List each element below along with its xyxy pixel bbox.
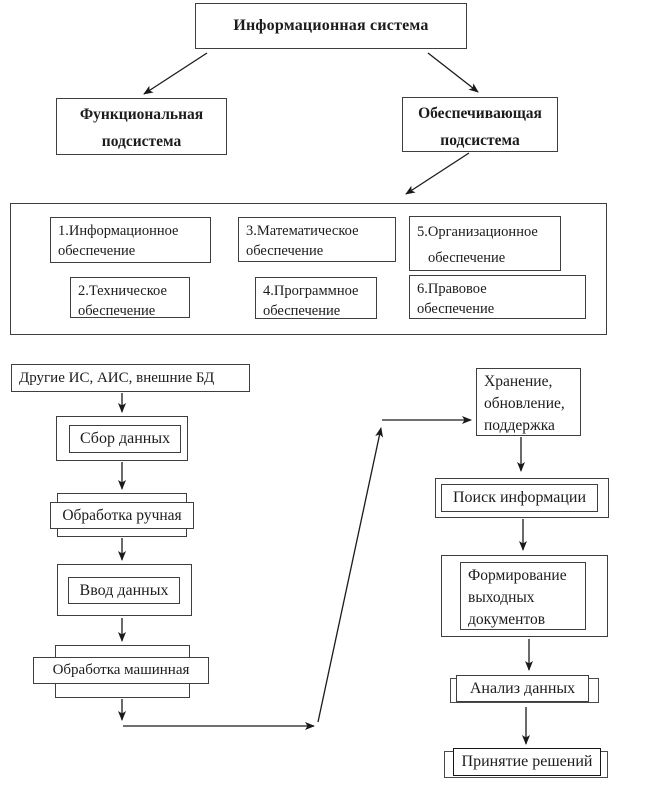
support-box-technical [70,277,190,318]
node-other-is-ais-external-db [11,364,250,392]
node-functional-subsystem [56,98,227,155]
support-legal-line1: 6.Правовое [417,281,487,297]
support-software-line2: обеспечение [263,303,341,319]
support-software-line1: 4.Программное [263,283,359,299]
support-box-legal [409,275,586,319]
support-legal-line2: обеспечение [417,301,495,317]
arrow-providing-to-container [406,153,469,194]
support-box-organizational [409,216,561,271]
functional-line2: подсистема [101,133,182,150]
storage-line2: обновление, [484,395,565,412]
support-box-information [50,217,211,263]
providing-line2: подсистема [440,132,520,149]
data-collection-label: Сбор данных [79,430,171,447]
decision-making-label: Принятие решений [461,753,593,770]
support-mathematical-line2: обеспечение [246,243,324,259]
functional-line1: Функциональная [79,106,204,123]
arrow-root-to-providing [428,53,478,92]
node-info-search [441,484,598,512]
arrow-root-to-functional [144,53,207,94]
forming-line1: Формирование [468,567,567,584]
node-manual-processing [50,502,194,529]
node-output-docs [460,562,586,630]
support-box-software [255,277,377,319]
node-data-input [68,577,180,604]
storage-line1: Хранение, [484,373,553,390]
forming-line2: выходных [468,589,535,606]
arrow-diagonal-up [318,428,381,722]
support-technical-line2: обеспечение [78,303,156,319]
storage-line3: поддержка [484,417,555,434]
support-information-line1: 1.Информационное [58,223,179,239]
providing-line1: Обеспечивающая [418,105,542,122]
data-input-label: Ввод данных [79,581,169,599]
data-analysis-label: Анализ данных [469,679,576,697]
support-information-line2: обеспечение [58,243,136,259]
machine-processing-label: Обработка машинная [52,662,190,678]
node-providing-subsystem [402,97,558,152]
node-data-analysis [456,675,589,702]
forming-line3: документов [468,611,546,628]
support-mathematical-line1: 3.Математическое [246,223,359,239]
node-data-collection [69,425,181,453]
support-technical-line1: 2.Техническое [78,283,167,299]
support-organizational-line2: обеспечение [428,250,506,266]
node-decision-making [453,748,601,776]
support-organizational-line1: 5.Организационное [417,224,538,240]
root-node-label: Информационная система [233,17,429,34]
source-label: Другие ИС, АИС, внешние БД [19,369,215,386]
node-storage-update-support [476,368,581,436]
info-search-label: Поиск информации [452,489,587,506]
root-node-information-system [195,3,467,49]
support-box-mathematical [238,217,396,262]
manual-processing-label: Обработка ручная [62,506,182,524]
node-machine-processing [33,657,209,684]
